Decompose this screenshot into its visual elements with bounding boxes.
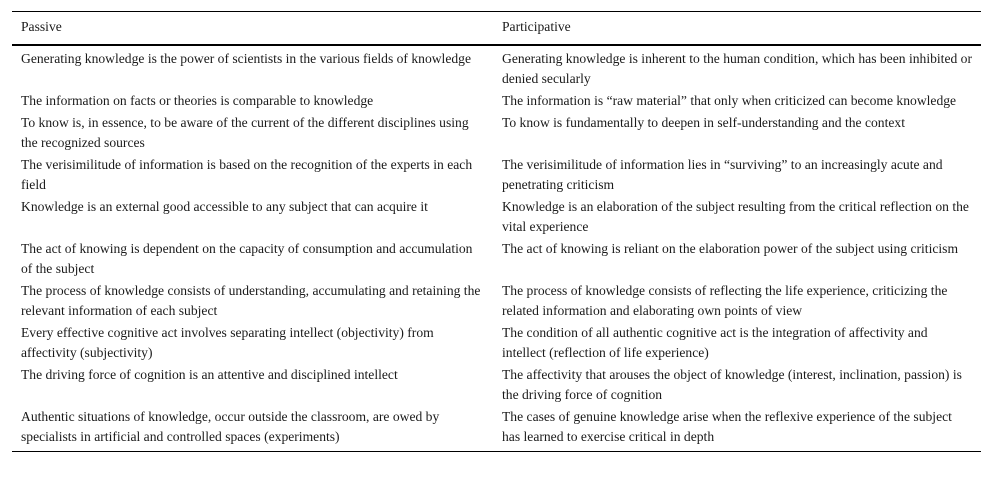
header-row <box>12 12 981 46</box>
participative-cell: The cases of genuine knowledge arise when the reflexive experience of the subject has learned to exercise critical in depth <box>493 407 981 452</box>
passive-cell: Generating knowledge is the power of scientists in the various fields of knowledge <box>21 51 471 66</box>
table-row <box>12 155 981 197</box>
participative-cell: The information is “raw material” that only when criticized can become knowledge <box>502 93 957 108</box>
table-row <box>12 197 981 239</box>
passive-cell: The verisimilitude of information is based on the recognition of the experts in each field <box>21 157 473 192</box>
participative-cell: The affectivity that arouses the object of knowledge (interest, inclination, passion) is the driving force of cognition <box>502 367 962 402</box>
comparison-table <box>12 11 981 452</box>
participative-cell: To know is fundamentally to deepen in self-understanding and the context <box>502 115 905 130</box>
table-row <box>12 91 981 113</box>
table-row <box>12 239 981 281</box>
table-row <box>12 113 981 155</box>
passive-cell: Knowledge is an external good accessible to any subject that can acquire it <box>21 199 428 214</box>
participative-cell: The process of knowledge consists of reflecting the life experience, criticizing the related information and elaborating own points of view <box>502 283 948 318</box>
passive-cell: The driving force of cognition is an attentive and disciplined intellect <box>21 367 398 382</box>
participative-cell: The condition of all authentic cognitive act is the integration of affectivity and intellect (reflection of life experience) <box>502 325 928 360</box>
passive-cell: The act of knowing is dependent on the capacity of consumption and accumulation of the subject <box>21 241 473 276</box>
passive-cell: To know is, in essence, to be aware of the current of the different disciplines using the recognized sources <box>21 115 469 150</box>
passive-cell: Authentic situations of knowledge, occur outside the classroom, are owed by specialists in artificial and controlled spaces (experiments) <box>12 407 493 452</box>
table-row <box>12 45 981 91</box>
table-row <box>12 365 981 407</box>
table-row <box>12 407 981 452</box>
passive-cell: The process of knowledge consists of understanding, accumulating and retaining the relevant information of each subject <box>21 283 481 318</box>
table-header <box>12 12 981 46</box>
table-row <box>12 323 981 365</box>
header-participative: Participative <box>493 12 981 46</box>
participative-cell: Knowledge is an elaboration of the subject resulting from the critical reflection on the vital experience <box>502 199 969 234</box>
header-passive: Passive <box>12 12 493 46</box>
participative-cell: The verisimilitude of information lies in “surviving” to an increasingly acute and penetrating criticism <box>502 157 943 192</box>
participative-cell: Generating knowledge is inherent to the human condition, which has been inhibited or denied secularly <box>502 51 972 86</box>
comparison-table-container <box>12 11 981 452</box>
participative-cell: The act of knowing is reliant on the elaboration power of the subject using criticism <box>502 241 959 256</box>
passive-cell: The information on facts or theories is comparable to knowledge <box>21 93 374 108</box>
passive-cell: Every effective cognitive act involves separating intellect (objectivity) from affectivity (subjectivity) <box>21 325 434 360</box>
table-body <box>12 45 981 452</box>
table-row <box>12 281 981 323</box>
